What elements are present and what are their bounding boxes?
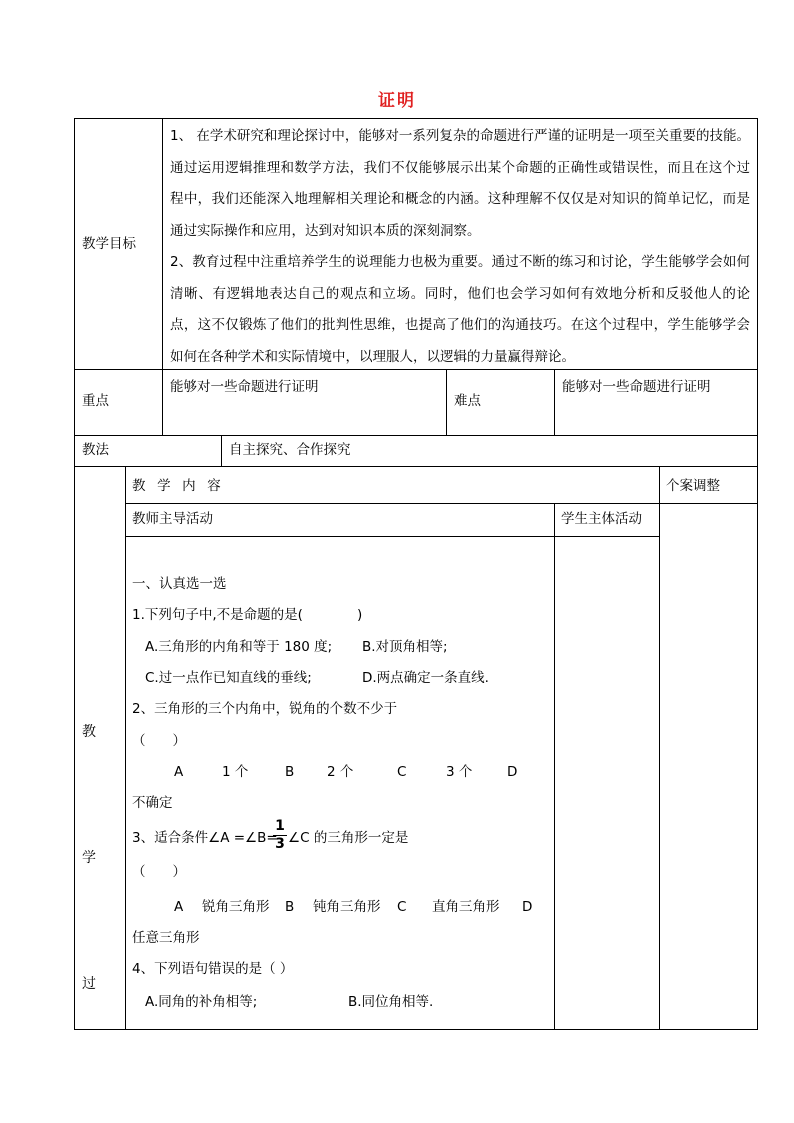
difficulty-value: 能够对一些命题进行证明 — [562, 379, 711, 395]
q3-text-after: ∠C 的三角形一定是 — [288, 830, 409, 846]
q2-option-b-value: 2 个 — [327, 764, 354, 780]
adjust-header: 个案调整 — [666, 478, 720, 494]
teacher-activity-header: 教师主导活动 — [132, 511, 213, 527]
q2-option-a-letter: A — [174, 764, 184, 780]
q3-option-b-letter: B — [285, 899, 295, 915]
rule — [74, 435, 758, 436]
question-2: 2、三角形的三个内角中，锐角的个数不少于 — [132, 701, 398, 717]
q2-answer-paren: （ ） — [132, 733, 186, 749]
method-label: 教法 — [82, 442, 109, 458]
objectives-content — [170, 121, 750, 373]
method-value: 自主探究、合作探究 — [229, 442, 351, 458]
q1-option-b: B.对顶角相等; — [362, 639, 448, 655]
q3-option-c-value: 直角三角形 — [432, 899, 500, 915]
objectives-label: 教学目标 — [82, 236, 136, 252]
q4-option-b: B.同位角相等. — [348, 994, 434, 1010]
q3-option-d-value: 任意三角形 — [132, 930, 200, 946]
keypoint-value: 能够对一些命题进行证明 — [170, 379, 319, 395]
rule — [74, 466, 758, 467]
exercise-section-title: 一、认真选一选 — [132, 576, 227, 592]
q2-option-a-value: 1 个 — [222, 764, 249, 780]
rule — [446, 369, 447, 435]
rule — [125, 536, 659, 537]
objective-paragraph-2: 2、教育过程中注重培养学生的说理能力也极为重要。通过不断的练习和讨论，学生能够学会如何清晰、有逻辑地表达自己的观点和立场。同时，他们也会学习如何有效地分析和反驳他人的论点，这不仅锻炼了他们的批判性思维，也提高了他们的沟通技巧。在这个过程中，学生能够学会如何在各种学术和实际情境中，以理服人，以逻辑的力量赢得辩论。 — [170, 254, 750, 365]
q4-option-a: A.同角的补角相等; — [145, 994, 258, 1010]
process-side-char: 学 — [82, 850, 96, 866]
question-1: 1.下列句子中,不是命题的是( ) — [132, 607, 363, 623]
rule — [221, 435, 222, 466]
q3-fraction-denominator: 3 — [275, 836, 285, 852]
student-activity-header: 学生主体活动 — [561, 511, 642, 527]
q2-option-c-value: 3 个 — [446, 764, 473, 780]
q1-option-d: D.两点确定一条直线. — [362, 670, 489, 686]
q3-option-c-letter: C — [397, 899, 407, 915]
q3-fraction — [273, 818, 287, 853]
q3-option-a-value: 锐角三角形 — [202, 899, 270, 915]
q1-option-a: A.三角形的内角和等于 180 度; — [145, 639, 333, 655]
question-4: 4、下列语句错误的是（ ） — [132, 961, 294, 977]
q3-option-b-value: 钝角三角形 — [313, 899, 381, 915]
document-title: 证明 — [378, 91, 416, 111]
q2-option-d-value: 不确定 — [132, 795, 173, 811]
q3-option-d-letter: D — [522, 899, 533, 915]
rule — [125, 466, 126, 1030]
q2-option-b-letter: B — [285, 764, 295, 780]
rule — [125, 503, 758, 504]
rule — [554, 503, 555, 1030]
difficulty-label: 难点 — [454, 393, 481, 409]
content-header: 教 学 内 容 — [132, 478, 222, 494]
q2-option-d-letter: D — [507, 764, 518, 780]
rule — [659, 466, 660, 1030]
process-side-char: 过 — [82, 976, 96, 992]
q3-text-before: 3、适合条件∠A =∠B= — [132, 830, 278, 846]
q2-option-c-letter: C — [397, 764, 407, 780]
keypoint-label: 重点 — [82, 393, 109, 409]
rule — [554, 369, 555, 435]
q3-fraction-numerator: 1 — [275, 818, 285, 834]
objective-paragraph-1: 1、 在学术研究和理论探讨中，能够对一系列复杂的命题进行严谨的证明是一项至关重要的技能。通过运用逻辑推理和数学方法，我们不仅能够展示出某个命题的正确性或错误性，而且在这个过程中，我们还能深入地理解相关理论和概念的内涵。这种理解不仅仅是对知识的简单记忆，而是通过实际操作和应用，达到对知识本质的深刻洞察。 — [170, 128, 750, 239]
q1-option-c: C.过一点作已知直线的垂线; — [145, 670, 312, 686]
q3-option-a-letter: A — [174, 899, 184, 915]
q3-answer-paren: （ ） — [132, 864, 186, 880]
rule — [162, 118, 163, 435]
process-side-char: 教 — [82, 724, 96, 740]
